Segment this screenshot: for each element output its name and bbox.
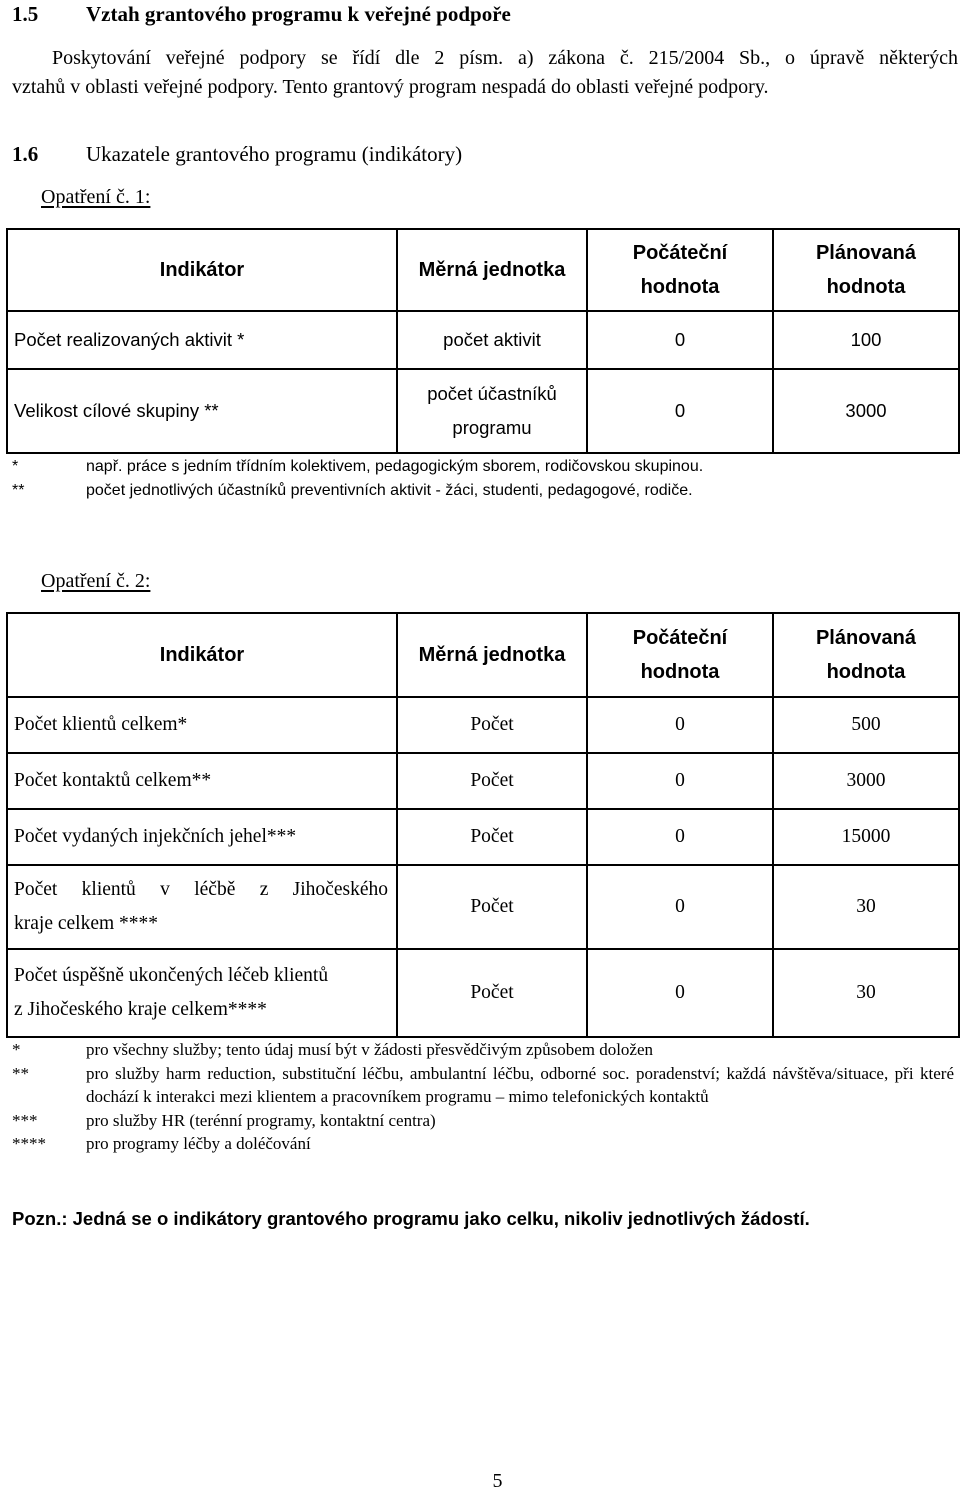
table-header-row xyxy=(7,229,959,311)
cell-line: programu xyxy=(452,417,532,438)
paragraph-line: vztahů v oblasti veřejné podpory. Tento grantový program nespadá do oblasti veřejné podpory. xyxy=(12,76,769,98)
header-start-value xyxy=(587,613,773,697)
cell-line: Počet úspěšně ukončených léčeb klientů xyxy=(14,965,329,986)
measure-1-table xyxy=(6,228,960,454)
measure-1-label: Opatření č. 1: xyxy=(41,186,151,208)
cell-unit: Počet xyxy=(397,865,587,949)
cell-planned: 500 xyxy=(773,697,959,753)
footnote-text: pro služby harm reduction, substituční léčbu, ambulantní léčbu, odborné soc. poradenství; každá návštěva/situace, při které dochází k interakci mezi klientem a pracovníkem programu – mimo telefonických kontaktů xyxy=(86,1063,954,1106)
header-line: Plánovaná xyxy=(815,627,917,649)
footnote-mark: * xyxy=(12,1040,21,1059)
header-line: hodnota xyxy=(826,661,906,683)
footnote-text: počet jednotlivých účastníků preventivních aktivit - žáci, studenti, pedagogové, rodiče. xyxy=(86,481,693,499)
cell-start: 0 xyxy=(587,865,773,949)
header-planned-value xyxy=(773,229,959,311)
footnote xyxy=(12,1109,954,1133)
cell-indicator: Počet vydaných injekčních jehel*** xyxy=(7,809,397,865)
header-indicator: Indikátor xyxy=(7,229,397,311)
cell-unit: Počet xyxy=(397,753,587,809)
cell-indicator: Velikost cílové skupiny ** xyxy=(7,369,397,453)
table-row xyxy=(7,311,959,369)
cell-indicator xyxy=(7,865,397,949)
header-line: hodnota xyxy=(826,276,906,298)
header-unit: Měrná jednotka xyxy=(397,613,587,697)
section-number: 1.6 xyxy=(12,142,39,166)
cell-unit: Počet xyxy=(397,697,587,753)
cell-line: kraje celkem **** xyxy=(14,913,159,934)
header-start-value xyxy=(587,229,773,311)
paragraph-line: Poskytování veřejné podpory se řídí dle 2 písm. a) zákona č. 215/2004 Sb., o úpravě některých xyxy=(52,47,958,69)
cell-start: 0 xyxy=(587,369,773,453)
cell-start: 0 xyxy=(587,949,773,1037)
cell-start: 0 xyxy=(587,809,773,865)
cell-indicator: Počet klientů celkem* xyxy=(7,697,397,753)
cell-unit: počet aktivit xyxy=(397,311,587,369)
cell-indicator xyxy=(7,949,397,1037)
section-1-6-heading xyxy=(12,142,462,167)
section-title: Ukazatele grantového programu (indikátory) xyxy=(86,142,463,166)
page-number: 5 xyxy=(492,1470,503,1492)
footnote-mark: * xyxy=(12,458,19,475)
header-line: Počáteční xyxy=(632,627,728,649)
measure-1-notes xyxy=(12,455,952,502)
cell-line: počet účastníků xyxy=(427,383,557,404)
cell-line: z Jihočeského kraje celkem**** xyxy=(14,999,267,1020)
header-indicator: Indikátor xyxy=(7,613,397,697)
measure-2-label: Opatření č. 2: xyxy=(41,570,151,592)
footnote-mark: ** xyxy=(12,1063,29,1083)
footnote xyxy=(12,479,952,503)
header-unit: Měrná jednotka xyxy=(397,229,587,311)
cell-planned: 30 xyxy=(773,949,959,1037)
note-paragraph: Pozn.: Jedná se o indikátory grantového programu jako celku, nikoliv jednotlivých žádostí. xyxy=(12,1208,810,1229)
cell-unit: Počet xyxy=(397,949,587,1037)
section-number: 1.5 xyxy=(12,2,39,26)
table-row xyxy=(7,809,959,865)
footnote xyxy=(12,1062,954,1109)
table-header-row xyxy=(7,613,959,697)
footnote-text: např. práce s jedním třídním kolektivem, pedagogickým sborem, rodičovskou skupinou. xyxy=(86,458,704,475)
cell-start: 0 xyxy=(587,311,773,369)
header-line: hodnota xyxy=(640,276,720,298)
table-row xyxy=(7,949,959,1037)
cell-start: 0 xyxy=(587,697,773,753)
cell-line: Počet klientů v léčbě z Jihočeského xyxy=(14,879,388,900)
footnote xyxy=(12,1038,954,1062)
header-line: Počáteční xyxy=(632,242,728,264)
cell-indicator: Počet kontaktů celkem** xyxy=(7,753,397,809)
footnote-mark: *** xyxy=(12,1110,38,1130)
cell-planned: 3000 xyxy=(773,753,959,809)
cell-indicator: Počet realizovaných aktivit * xyxy=(7,311,397,369)
footnote xyxy=(12,455,952,479)
cell-planned: 100 xyxy=(773,311,959,369)
footnote-text: pro programy léčby a doléčování xyxy=(86,1134,311,1153)
footnote-text: pro všechny služby; tento údaj musí být v žádosti přesvědčivým způsobem doložen xyxy=(86,1040,654,1059)
header-planned-value xyxy=(773,613,959,697)
section-1-5-paragraph xyxy=(12,44,958,102)
cell-unit xyxy=(397,369,587,453)
table-row xyxy=(7,697,959,753)
measure-2-table xyxy=(6,612,960,1038)
section-title: Vztah grantového programu k veřejné podpoře xyxy=(86,2,511,26)
header-line: Plánovaná xyxy=(815,242,917,264)
header-line: hodnota xyxy=(640,661,720,683)
cell-planned: 3000 xyxy=(773,369,959,453)
measure-2-notes xyxy=(12,1038,954,1156)
cell-unit: Počet xyxy=(397,809,587,865)
table-row xyxy=(7,865,959,949)
footnote xyxy=(12,1132,954,1156)
footnote-mark: **** xyxy=(12,1134,46,1153)
cell-planned: 30 xyxy=(773,865,959,949)
cell-planned: 15000 xyxy=(773,809,959,865)
footnote-mark: ** xyxy=(12,481,25,499)
section-1-5-heading xyxy=(12,2,511,27)
table-row xyxy=(7,753,959,809)
cell-start: 0 xyxy=(587,753,773,809)
footnote-text: pro služby HR (terénní programy, kontaktní centra) xyxy=(86,1110,436,1130)
table-row xyxy=(7,369,959,453)
